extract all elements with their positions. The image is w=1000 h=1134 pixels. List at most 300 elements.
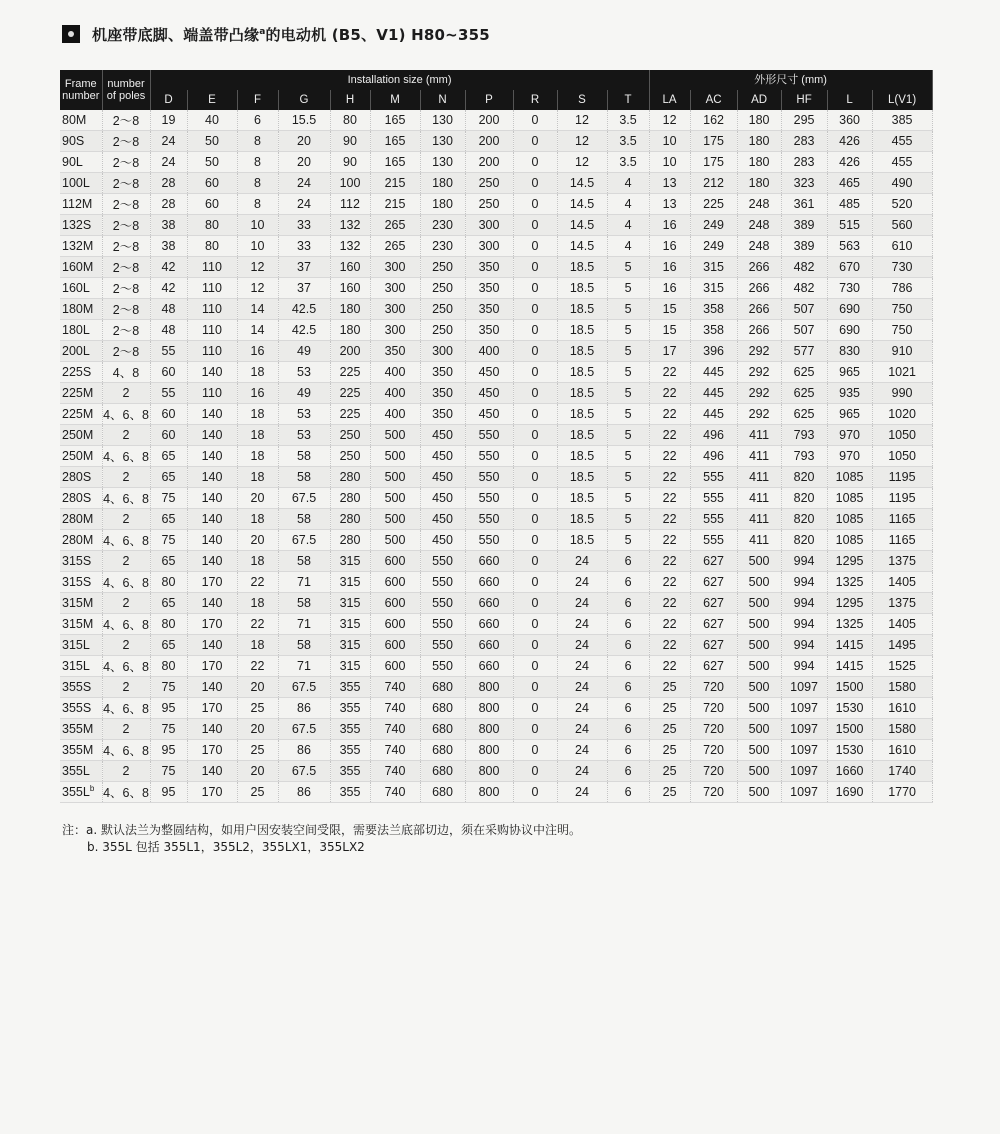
value-cell: 500 <box>370 509 420 530</box>
value-cell: 22 <box>649 425 690 446</box>
poles-cell: 2 <box>102 551 150 572</box>
column-header-r: R <box>513 90 557 110</box>
value-cell: 140 <box>187 593 237 614</box>
value-cell: 58 <box>278 446 330 467</box>
value-cell: 75 <box>150 761 187 782</box>
value-cell: 18.5 <box>557 341 607 362</box>
value-cell: 660 <box>465 593 513 614</box>
value-cell: 830 <box>827 341 872 362</box>
value-cell: 994 <box>781 656 827 677</box>
value-cell: 20 <box>237 488 278 509</box>
value-cell: 10 <box>237 215 278 236</box>
value-cell: 0 <box>513 110 557 131</box>
value-cell: 24 <box>557 782 607 803</box>
column-header-s: S <box>557 90 607 110</box>
value-cell: 3.5 <box>607 152 649 173</box>
value-cell: 1097 <box>781 677 827 698</box>
value-cell: 5 <box>607 488 649 509</box>
value-cell: 680 <box>420 740 465 761</box>
value-cell: 315 <box>330 551 370 572</box>
value-cell: 18.5 <box>557 383 607 404</box>
value-cell: 350 <box>420 404 465 425</box>
value-cell: 22 <box>649 446 690 467</box>
value-cell: 680 <box>420 761 465 782</box>
value-cell: 0 <box>513 257 557 278</box>
value-cell: 67.5 <box>278 761 330 782</box>
value-cell: 500 <box>737 593 781 614</box>
poles-cell: 2 <box>102 635 150 656</box>
value-cell: 720 <box>690 719 737 740</box>
value-cell: 411 <box>737 509 781 530</box>
poles-cell: 4、6、8 <box>102 404 150 425</box>
value-cell: 360 <box>827 110 872 131</box>
value-cell: 25 <box>649 719 690 740</box>
table-row <box>60 740 932 761</box>
value-cell: 38 <box>150 236 187 257</box>
value-cell: 740 <box>370 698 420 719</box>
value-cell: 1325 <box>827 572 872 593</box>
value-cell: 25 <box>649 677 690 698</box>
value-cell: 180 <box>737 110 781 131</box>
table-row <box>60 677 932 698</box>
value-cell: 600 <box>370 614 420 635</box>
value-cell: 1195 <box>872 467 932 488</box>
value-cell: 355 <box>330 719 370 740</box>
value-cell: 250 <box>330 425 370 446</box>
value-cell: 496 <box>690 446 737 467</box>
table-row <box>60 299 932 320</box>
value-cell: 0 <box>513 740 557 761</box>
value-cell: 12 <box>557 152 607 173</box>
value-cell: 48 <box>150 299 187 320</box>
value-cell: 110 <box>187 320 237 341</box>
value-cell: 411 <box>737 530 781 551</box>
value-cell: 12 <box>557 110 607 131</box>
column-header-la: LA <box>649 90 690 110</box>
frame-cell: 160L <box>60 278 102 299</box>
value-cell: 24 <box>557 572 607 593</box>
value-cell: 14.5 <box>557 215 607 236</box>
value-cell: 90 <box>330 131 370 152</box>
value-cell: 18.5 <box>557 404 607 425</box>
value-cell: 25 <box>237 782 278 803</box>
value-cell: 485 <box>827 194 872 215</box>
poles-cell: 2 <box>102 761 150 782</box>
value-cell: 33 <box>278 215 330 236</box>
value-cell: 820 <box>781 530 827 551</box>
value-cell: 130 <box>420 110 465 131</box>
value-cell: 0 <box>513 404 557 425</box>
value-cell: 4 <box>607 215 649 236</box>
value-cell: 994 <box>781 551 827 572</box>
value-cell: 550 <box>465 509 513 530</box>
table-row <box>60 656 932 677</box>
value-cell: 140 <box>187 551 237 572</box>
value-cell: 625 <box>781 404 827 425</box>
value-cell: 225 <box>330 404 370 425</box>
value-cell: 12 <box>237 278 278 299</box>
value-cell: 355 <box>330 740 370 761</box>
value-cell: 280 <box>330 530 370 551</box>
value-cell: 1165 <box>872 509 932 530</box>
value-cell: 350 <box>465 257 513 278</box>
value-cell: 95 <box>150 698 187 719</box>
column-header-ad: AD <box>737 90 781 110</box>
value-cell: 555 <box>690 467 737 488</box>
value-cell: 4 <box>607 236 649 257</box>
value-cell: 0 <box>513 614 557 635</box>
value-cell: 577 <box>781 341 827 362</box>
value-cell: 1295 <box>827 551 872 572</box>
value-cell: 18.5 <box>557 320 607 341</box>
value-cell: 965 <box>827 362 872 383</box>
value-cell: 1580 <box>872 719 932 740</box>
value-cell: 550 <box>465 530 513 551</box>
value-cell: 24 <box>557 761 607 782</box>
value-cell: 86 <box>278 782 330 803</box>
value-cell: 65 <box>150 467 187 488</box>
value-cell: 18.5 <box>557 278 607 299</box>
value-cell: 740 <box>370 782 420 803</box>
value-cell: 1295 <box>827 593 872 614</box>
value-cell: 411 <box>737 425 781 446</box>
value-cell: 200 <box>330 341 370 362</box>
column-header-row <box>60 90 932 110</box>
value-cell: 0 <box>513 236 557 257</box>
value-cell: 37 <box>278 278 330 299</box>
value-cell: 250 <box>420 320 465 341</box>
value-cell: 450 <box>420 509 465 530</box>
poles-cell: 4、6、8 <box>102 740 150 761</box>
value-cell: 15.5 <box>278 110 330 131</box>
poles-cell: 4、6、8 <box>102 656 150 677</box>
value-cell: 65 <box>150 509 187 530</box>
value-cell: 22 <box>649 593 690 614</box>
value-cell: 1770 <box>872 782 932 803</box>
value-cell: 20 <box>237 530 278 551</box>
value-cell: 411 <box>737 446 781 467</box>
value-cell: 455 <box>872 152 932 173</box>
value-cell: 22 <box>649 467 690 488</box>
value-cell: 33 <box>278 236 330 257</box>
value-cell: 6 <box>607 614 649 635</box>
value-cell: 0 <box>513 173 557 194</box>
value-cell: 60 <box>187 173 237 194</box>
value-cell: 67.5 <box>278 488 330 509</box>
value-cell: 25 <box>237 740 278 761</box>
value-cell: 740 <box>370 677 420 698</box>
value-cell: 450 <box>420 530 465 551</box>
value-cell: 110 <box>187 278 237 299</box>
value-cell: 24 <box>557 614 607 635</box>
value-cell: 140 <box>187 446 237 467</box>
value-cell: 17 <box>649 341 690 362</box>
value-cell: 71 <box>278 656 330 677</box>
column-header-ac: AC <box>690 90 737 110</box>
value-cell: 67.5 <box>278 677 330 698</box>
frame-cell: 280S <box>60 467 102 488</box>
value-cell: 0 <box>513 467 557 488</box>
value-cell: 16 <box>649 236 690 257</box>
value-cell: 820 <box>781 467 827 488</box>
value-cell: 18 <box>237 551 278 572</box>
column-header-n: N <box>420 90 465 110</box>
value-cell: 426 <box>827 152 872 173</box>
value-cell: 350 <box>370 341 420 362</box>
value-cell: 18 <box>237 425 278 446</box>
value-cell: 28 <box>150 173 187 194</box>
value-cell: 563 <box>827 236 872 257</box>
value-cell: 22 <box>649 362 690 383</box>
value-cell: 0 <box>513 152 557 173</box>
value-cell: 1375 <box>872 593 932 614</box>
value-cell: 300 <box>420 341 465 362</box>
table-row <box>60 593 932 614</box>
frame-cell: 132M <box>60 236 102 257</box>
value-cell: 180 <box>330 320 370 341</box>
value-cell: 515 <box>827 215 872 236</box>
value-cell: 25 <box>649 740 690 761</box>
value-cell: 20 <box>278 131 330 152</box>
value-cell: 5 <box>607 362 649 383</box>
value-cell: 90 <box>330 152 370 173</box>
value-cell: 994 <box>781 635 827 656</box>
value-cell: 8 <box>237 131 278 152</box>
frame-cell: 225S <box>60 362 102 383</box>
frame-cell: 355S <box>60 677 102 698</box>
value-cell: 550 <box>420 635 465 656</box>
frame-cell: 315L <box>60 635 102 656</box>
value-cell: 295 <box>781 110 827 131</box>
value-cell: 42 <box>150 257 187 278</box>
value-cell: 730 <box>827 278 872 299</box>
poles-cell: 2～8 <box>102 173 150 194</box>
value-cell: 18 <box>237 446 278 467</box>
value-cell: 225 <box>330 383 370 404</box>
value-cell: 800 <box>465 719 513 740</box>
value-cell: 5 <box>607 383 649 404</box>
poles-cell: 4、6、8 <box>102 614 150 635</box>
value-cell: 500 <box>737 677 781 698</box>
table-row <box>60 572 932 593</box>
value-cell: 300 <box>465 215 513 236</box>
value-cell: 5 <box>607 467 649 488</box>
value-cell: 550 <box>465 446 513 467</box>
value-cell: 0 <box>513 593 557 614</box>
frame-cell: 200L <box>60 341 102 362</box>
value-cell: 200 <box>465 152 513 173</box>
value-cell: 600 <box>370 551 420 572</box>
frame-text: 355L <box>62 785 90 800</box>
poles-cell: 2～8 <box>102 341 150 362</box>
value-cell: 500 <box>737 614 781 635</box>
poles-cell: 2～8 <box>102 320 150 341</box>
value-cell: 550 <box>420 551 465 572</box>
frame-cell: 315M <box>60 593 102 614</box>
value-cell: 500 <box>370 530 420 551</box>
value-cell: 160 <box>330 257 370 278</box>
value-cell: 1020 <box>872 404 932 425</box>
value-cell: 411 <box>737 488 781 509</box>
value-cell: 6 <box>607 551 649 572</box>
value-cell: 58 <box>278 593 330 614</box>
footnote-b-text: b. 355L 包括 355L1，355L2，355LX1，355LX2 <box>87 840 365 854</box>
value-cell: 627 <box>690 656 737 677</box>
value-cell: 140 <box>187 530 237 551</box>
value-cell: 793 <box>781 425 827 446</box>
footnote-b-mark: b <box>89 784 95 794</box>
value-cell: 994 <box>781 572 827 593</box>
value-cell: 22 <box>649 656 690 677</box>
value-cell: 0 <box>513 215 557 236</box>
value-cell: 1610 <box>872 698 932 719</box>
value-cell: 22 <box>237 656 278 677</box>
value-cell: 180 <box>737 173 781 194</box>
value-cell: 496 <box>690 425 737 446</box>
value-cell: 18.5 <box>557 257 607 278</box>
value-cell: 265 <box>370 215 420 236</box>
value-cell: 215 <box>370 173 420 194</box>
value-cell: 800 <box>465 782 513 803</box>
value-cell: 0 <box>513 278 557 299</box>
value-cell: 130 <box>420 152 465 173</box>
table-row <box>60 488 932 509</box>
value-cell: 80 <box>330 110 370 131</box>
frame-cell: 90L <box>60 152 102 173</box>
value-cell: 500 <box>737 740 781 761</box>
table-row <box>60 320 932 341</box>
value-cell: 3.5 <box>607 110 649 131</box>
column-header-hf: HF <box>781 90 827 110</box>
value-cell: 110 <box>187 383 237 404</box>
value-cell: 165 <box>370 152 420 173</box>
value-cell: 350 <box>465 278 513 299</box>
table-row <box>60 467 932 488</box>
value-cell: 18 <box>237 362 278 383</box>
table-row <box>60 131 932 152</box>
value-cell: 1660 <box>827 761 872 782</box>
frame-cell <box>60 782 102 803</box>
value-cell: 170 <box>187 782 237 803</box>
value-cell: 500 <box>370 488 420 509</box>
value-cell: 4 <box>607 194 649 215</box>
value-cell: 95 <box>150 740 187 761</box>
value-cell: 230 <box>420 215 465 236</box>
frame-cell: 225M <box>60 404 102 425</box>
value-cell: 8 <box>237 173 278 194</box>
value-cell: 65 <box>150 635 187 656</box>
value-cell: 24 <box>557 551 607 572</box>
value-cell: 230 <box>420 236 465 257</box>
value-cell: 300 <box>370 257 420 278</box>
column-header-h: H <box>330 90 370 110</box>
frame-cell: 315M <box>60 614 102 635</box>
frame-cell: 280S <box>60 488 102 509</box>
value-cell: 450 <box>465 362 513 383</box>
value-cell: 40 <box>187 110 237 131</box>
title-row <box>62 22 490 46</box>
poles-cell: 2～8 <box>102 131 150 152</box>
value-cell: 10 <box>237 236 278 257</box>
value-cell: 1085 <box>827 488 872 509</box>
frame-cell: 112M <box>60 194 102 215</box>
value-cell: 315 <box>330 593 370 614</box>
value-cell: 170 <box>187 698 237 719</box>
value-cell: 140 <box>187 509 237 530</box>
value-cell: 0 <box>513 572 557 593</box>
poles-cell: 4、6、8 <box>102 446 150 467</box>
value-cell: 165 <box>370 131 420 152</box>
poles-header: number of poles <box>102 70 150 110</box>
value-cell: 5 <box>607 425 649 446</box>
value-cell: 280 <box>330 509 370 530</box>
value-cell: 22 <box>237 572 278 593</box>
value-cell: 350 <box>465 320 513 341</box>
table-row <box>60 404 932 425</box>
value-cell: 283 <box>781 152 827 173</box>
value-cell: 0 <box>513 719 557 740</box>
value-cell: 24 <box>557 635 607 656</box>
value-cell: 15 <box>649 320 690 341</box>
value-cell: 265 <box>370 236 420 257</box>
value-cell: 67.5 <box>278 719 330 740</box>
table-row <box>60 614 932 635</box>
value-cell: 249 <box>690 236 737 257</box>
value-cell: 680 <box>420 698 465 719</box>
value-cell: 1405 <box>872 614 932 635</box>
value-cell: 627 <box>690 614 737 635</box>
value-cell: 935 <box>827 383 872 404</box>
value-cell: 22 <box>649 509 690 530</box>
value-cell: 315 <box>330 635 370 656</box>
value-cell: 800 <box>465 761 513 782</box>
value-cell: 350 <box>465 299 513 320</box>
value-cell: 24 <box>557 698 607 719</box>
value-cell: 20 <box>278 152 330 173</box>
poles-cell: 2 <box>102 509 150 530</box>
value-cell: 266 <box>737 320 781 341</box>
value-cell: 750 <box>872 299 932 320</box>
value-cell: 555 <box>690 530 737 551</box>
frame-cell: 355S <box>60 698 102 719</box>
value-cell: 500 <box>370 446 420 467</box>
outline-size-header: 外形尺寸 (mm) <box>649 70 932 90</box>
value-cell: 3.5 <box>607 131 649 152</box>
value-cell: 170 <box>187 656 237 677</box>
value-cell: 400 <box>370 383 420 404</box>
frame-cell: 180M <box>60 299 102 320</box>
value-cell: 13 <box>649 173 690 194</box>
value-cell: 22 <box>649 635 690 656</box>
value-cell: 315 <box>690 257 737 278</box>
value-cell: 550 <box>465 488 513 509</box>
value-cell: 20 <box>237 677 278 698</box>
value-cell: 507 <box>781 320 827 341</box>
value-cell: 910 <box>872 341 932 362</box>
value-cell: 0 <box>513 362 557 383</box>
value-cell: 610 <box>872 236 932 257</box>
value-cell: 445 <box>690 404 737 425</box>
value-cell: 6 <box>607 572 649 593</box>
value-cell: 160 <box>330 278 370 299</box>
value-cell: 389 <box>781 215 827 236</box>
table-row <box>60 509 932 530</box>
value-cell: 60 <box>150 404 187 425</box>
value-cell: 170 <box>187 614 237 635</box>
value-cell: 507 <box>781 299 827 320</box>
value-cell: 1690 <box>827 782 872 803</box>
value-cell: 660 <box>465 551 513 572</box>
